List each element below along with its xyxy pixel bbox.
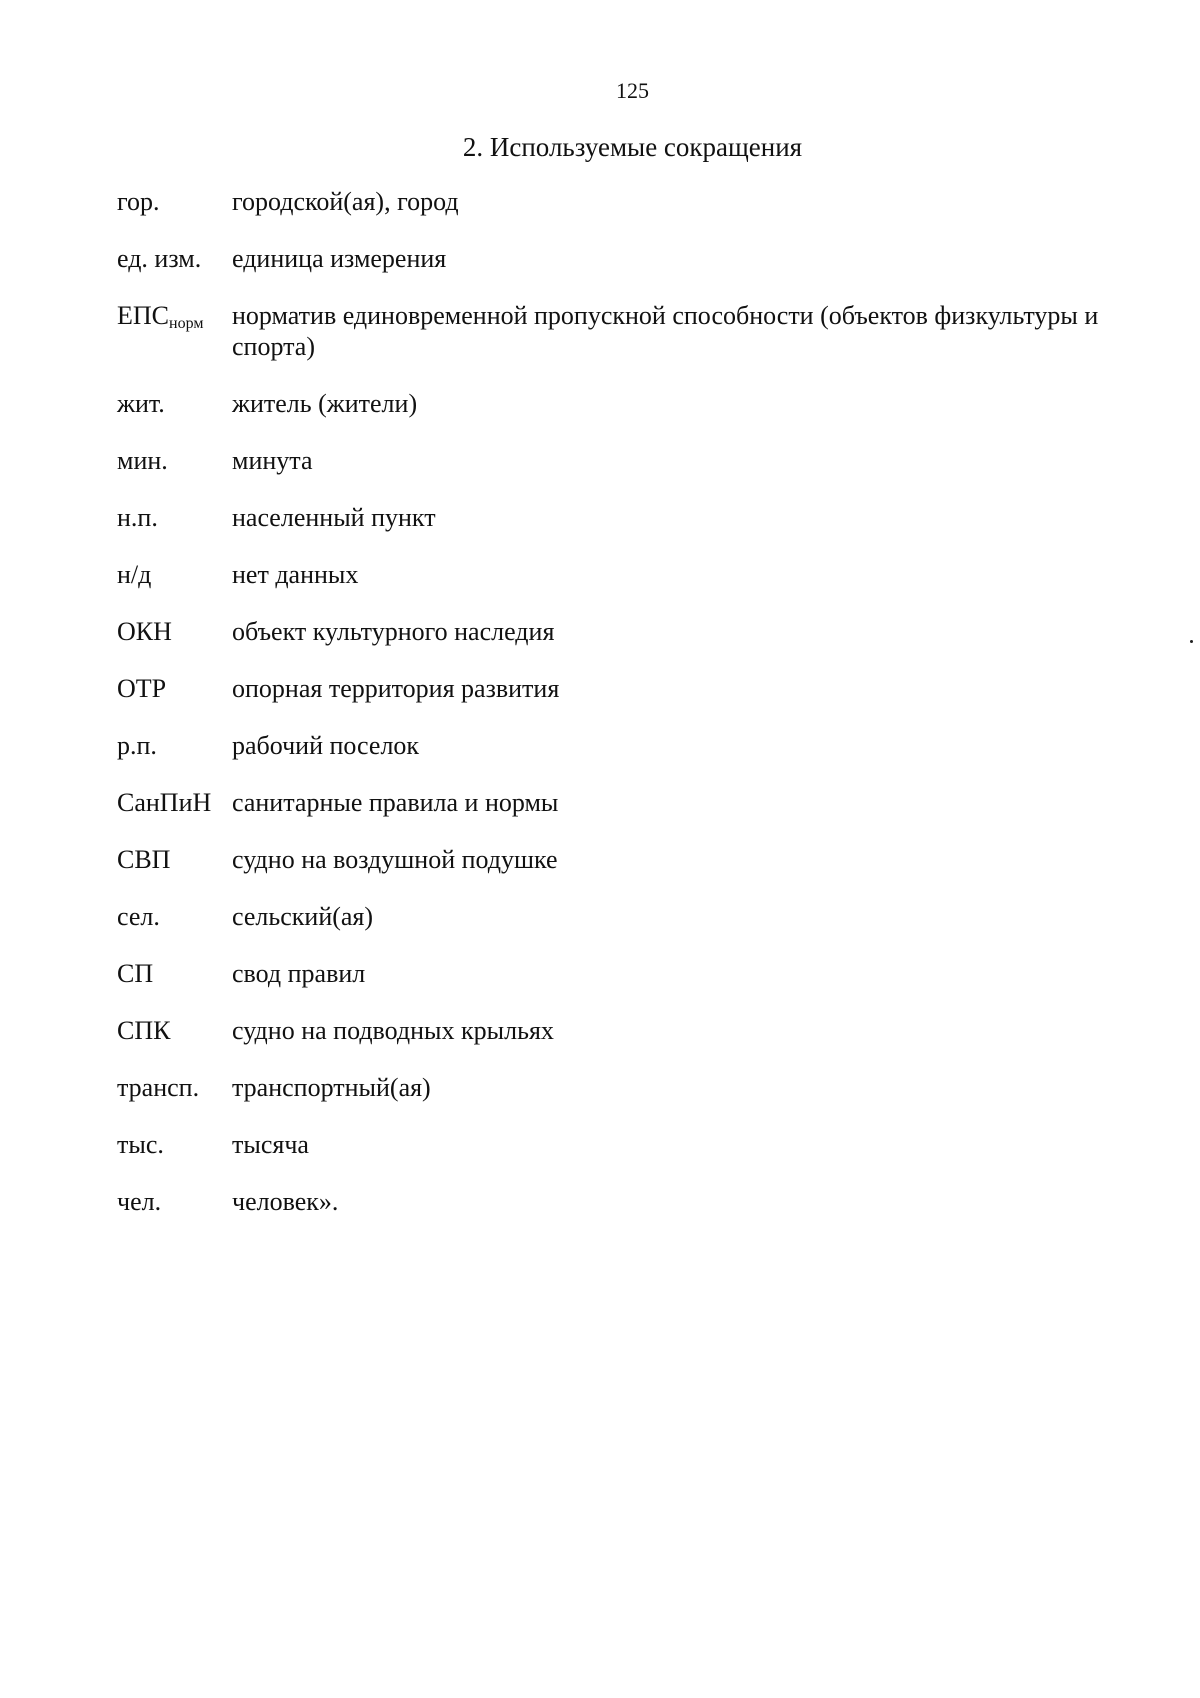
abbreviation-row-transp bbox=[117, 1072, 1157, 1103]
abbreviation-term: СП bbox=[117, 959, 154, 988]
abbreviation-term: СВП bbox=[117, 845, 171, 874]
abbreviation-definition: опорная территория развития bbox=[232, 674, 560, 703]
abbreviation-row-tys bbox=[117, 1129, 1157, 1160]
page-number: 125 bbox=[616, 78, 649, 103]
abbreviation-row-np bbox=[117, 502, 1157, 533]
abbreviation-definition: минута bbox=[232, 446, 313, 475]
abbreviation-row-sanpin bbox=[117, 787, 1157, 818]
abbreviation-definition: рабочий поселок bbox=[232, 731, 420, 760]
abbreviation-term: жит. bbox=[117, 389, 165, 418]
abbreviation-definition: транспортный(ая) bbox=[232, 1073, 431, 1102]
abbreviation-list bbox=[117, 186, 1157, 1243]
abbreviation-term: р.п. bbox=[117, 731, 157, 760]
abbreviation-definition: объект культурного наследия bbox=[232, 617, 555, 646]
abbreviation-term: мин. bbox=[117, 446, 168, 475]
abbreviation-term: СПК bbox=[117, 1016, 171, 1045]
abbreviation-row-sel bbox=[117, 901, 1157, 932]
abbreviation-definition: судно на подводных крыльях bbox=[232, 1016, 554, 1045]
abbreviation-definition: тысяча bbox=[232, 1130, 309, 1159]
abbreviation-row-ed-izm bbox=[117, 243, 1157, 274]
abbreviation-term bbox=[117, 300, 232, 331]
abbreviation-term: н.п. bbox=[117, 503, 158, 532]
abbreviation-term: гор. bbox=[117, 187, 160, 216]
abbreviation-term: сел. bbox=[117, 902, 160, 931]
abbreviation-term: трансп. bbox=[117, 1073, 200, 1102]
abbreviation-row-okn bbox=[117, 616, 1157, 647]
abbreviation-definition: сельский(ая) bbox=[232, 902, 374, 931]
abbreviation-definition: санитарные правила и нормы bbox=[232, 788, 559, 817]
abbreviation-definition: городской(ая), город bbox=[232, 187, 459, 216]
abbreviation-definition: населенный пункт bbox=[232, 503, 436, 532]
abbreviation-definition: единица измерения bbox=[232, 244, 447, 273]
abbreviation-definition: свод правил bbox=[232, 959, 366, 988]
abbreviation-row-otr bbox=[117, 673, 1157, 704]
abbreviation-row-spk bbox=[117, 1015, 1157, 1046]
abbreviation-row-nd bbox=[117, 559, 1157, 590]
abbreviation-row-zhit bbox=[117, 388, 1157, 419]
abbreviation-definition: нет данных bbox=[232, 560, 359, 589]
abbreviation-term: тыс. bbox=[117, 1130, 164, 1159]
abbreviation-definition: норматив единовременной пропускной способности (объектов физкультуры и спорта) bbox=[232, 301, 1099, 361]
abbreviation-term: ОТР bbox=[117, 674, 167, 703]
abbreviation-row-eps-norm bbox=[117, 300, 1157, 362]
section-title: 2. Используемые сокращения bbox=[462, 132, 803, 162]
abbreviation-row-min bbox=[117, 445, 1157, 476]
abbreviation-row-gor bbox=[117, 186, 1157, 217]
abbreviation-term-subscript: норм bbox=[169, 315, 204, 332]
abbreviation-row-rp bbox=[117, 730, 1157, 761]
abbreviation-term: ед. изм. bbox=[117, 244, 202, 273]
abbreviation-term: ОКН bbox=[117, 617, 172, 646]
scan-speck bbox=[1190, 640, 1193, 643]
abbreviation-definition: житель (жители) bbox=[232, 389, 418, 418]
abbreviation-term-main: ЕПС bbox=[117, 301, 169, 330]
abbreviation-row-chel bbox=[117, 1186, 1157, 1217]
abbreviation-definition: человек». bbox=[232, 1187, 339, 1216]
abbreviation-term: чел. bbox=[117, 1187, 162, 1216]
abbreviation-row-sp bbox=[117, 958, 1157, 989]
abbreviation-definition: судно на воздушной подушке bbox=[232, 845, 558, 874]
abbreviation-term: н/д bbox=[117, 560, 152, 589]
abbreviation-row-svp bbox=[117, 844, 1157, 875]
abbreviation-term: СанПиН bbox=[117, 788, 212, 817]
